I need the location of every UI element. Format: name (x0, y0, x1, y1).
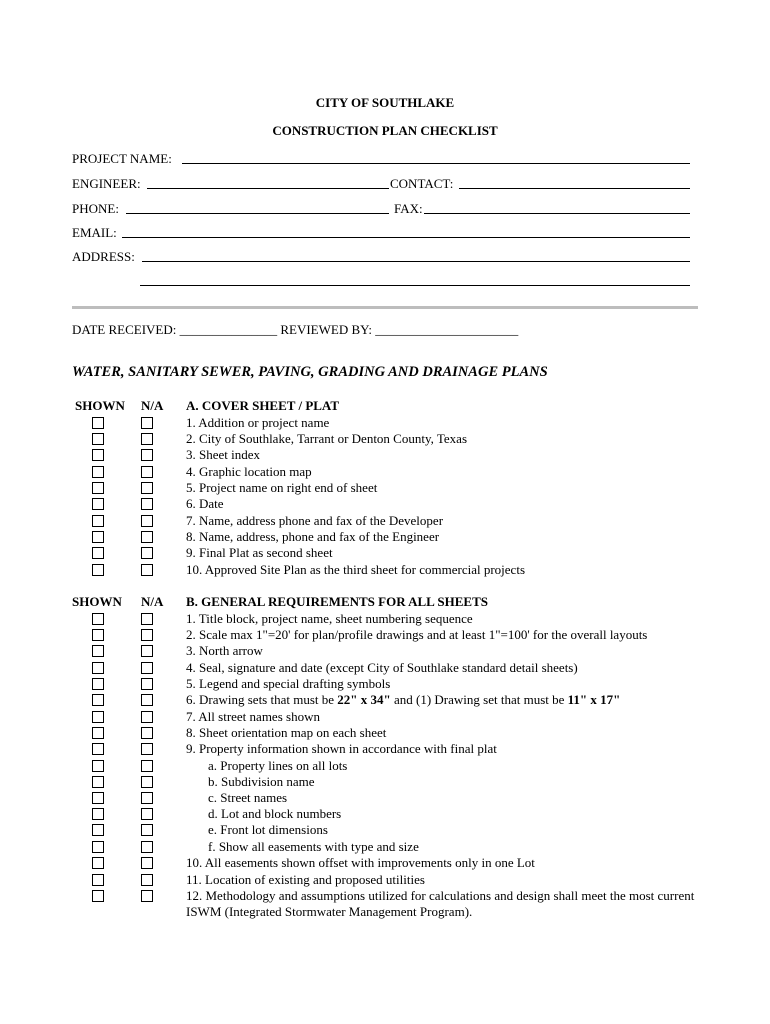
checklist-subitem-c: c. Street names (208, 790, 288, 805)
shown-checkbox[interactable] (92, 727, 104, 739)
phone-field[interactable] (126, 213, 389, 214)
shown-checkbox[interactable] (92, 841, 104, 853)
shown-checkbox[interactable] (92, 449, 104, 461)
checklist-item-a2: 2. City of Southlake, Tarrant or Denton County, Texas (186, 431, 468, 446)
na-checkbox[interactable] (141, 841, 153, 853)
fax-label: FAX: (394, 201, 423, 216)
checklist-item-a10: 10. Approved Site Plan as the third sheet for commercial projects (186, 562, 525, 577)
email-field[interactable] (122, 237, 690, 238)
checklist-item-b1: 1. Title block, project name, sheet numbering sequence (186, 611, 473, 626)
checklist-item-b6 (186, 692, 620, 708)
shown-checkbox[interactable] (92, 498, 104, 510)
shown-checkbox[interactable] (92, 613, 104, 625)
checklist-item-a1: 1. Addition or project name (186, 415, 330, 430)
project-name-field[interactable] (182, 163, 690, 164)
shown-column-header: SHOWN (75, 398, 125, 413)
checklist-item-a5: 5. Project name on right end of sheet (186, 480, 378, 495)
address-label: ADDRESS: (72, 249, 135, 264)
na-checkbox[interactable] (141, 564, 153, 576)
shown-checkbox[interactable] (92, 743, 104, 755)
checklist-item-a7: 7. Name, address phone and fax of the Developer (186, 513, 444, 528)
na-checkbox[interactable] (141, 824, 153, 836)
na-checkbox[interactable] (141, 547, 153, 559)
date-received-reviewed-by[interactable]: DATE RECEIVED: _______________ REVIEWED BY: ______________________ (72, 322, 519, 337)
checklist-item-b2: 2. Scale max 1"=20' for plan/profile drawings and at least 1"=100' for the overall layouts (186, 627, 648, 642)
item6-text-2: and (1) Drawing set that must be (390, 692, 568, 707)
na-checkbox[interactable] (141, 417, 153, 429)
item6-size-2: 11" x 17" (567, 692, 621, 707)
shown-checkbox[interactable] (92, 760, 104, 772)
checklist-subitem-d: d. Lot and block numbers (208, 806, 342, 821)
na-checkbox[interactable] (141, 613, 153, 625)
na-checkbox[interactable] (141, 874, 153, 886)
na-checkbox[interactable] (141, 776, 153, 788)
na-checkbox[interactable] (141, 466, 153, 478)
na-column-header: N/A (141, 594, 164, 609)
shown-checkbox[interactable] (92, 694, 104, 706)
shown-checkbox[interactable] (92, 645, 104, 657)
na-checkbox[interactable] (141, 482, 153, 494)
item6-text-1: 6. Drawing sets that must be (186, 692, 338, 707)
na-checkbox[interactable] (141, 711, 153, 723)
shown-checkbox[interactable] (92, 890, 104, 902)
checklist-item-b5: 5. Legend and special drafting symbols (186, 676, 391, 691)
checklist-item-a6: 6. Date (186, 496, 224, 511)
checklist-subitem-a: a. Property lines on all lots (208, 758, 348, 773)
shown-checkbox[interactable] (92, 547, 104, 559)
shown-column-header: SHOWN (72, 594, 122, 609)
na-checkbox[interactable] (141, 515, 153, 527)
checklist-subitem-e: e. Front lot dimensions (208, 822, 328, 837)
checklist-item-a8: 8. Name, address, phone and fax of the Engineer (186, 529, 440, 544)
checklist-item-b9: 9. Property information shown in accordance with final plat (186, 741, 497, 756)
checklist-item-b7: 7. All street names shown (186, 709, 320, 724)
shown-checkbox[interactable] (92, 662, 104, 674)
na-checkbox[interactable] (141, 678, 153, 690)
shown-checkbox[interactable] (92, 482, 104, 494)
na-column-header: N/A (141, 398, 164, 413)
na-checkbox[interactable] (141, 743, 153, 755)
section-title: WATER, SANITARY SEWER, PAVING, GRADING AND DRAINAGE PLANS (72, 364, 548, 380)
na-checkbox[interactable] (141, 662, 153, 674)
divider (72, 306, 698, 309)
checklist-item-b11: 11. Location of existing and proposed utilities (186, 872, 425, 887)
na-checkbox[interactable] (141, 433, 153, 445)
shown-checkbox[interactable] (92, 711, 104, 723)
na-checkbox[interactable] (141, 449, 153, 461)
address-field-line-2[interactable] (140, 285, 690, 286)
shown-checkbox[interactable] (92, 776, 104, 788)
shown-checkbox[interactable] (92, 678, 104, 690)
checklist-subitem-f: f. Show all easements with type and size (208, 839, 419, 854)
shown-checkbox[interactable] (92, 417, 104, 429)
na-checkbox[interactable] (141, 531, 153, 543)
city-title: CITY OF SOUTHLAKE (315, 95, 455, 110)
na-checkbox[interactable] (141, 890, 153, 902)
shown-checkbox[interactable] (92, 564, 104, 576)
shown-checkbox[interactable] (92, 515, 104, 527)
shown-checkbox[interactable] (92, 824, 104, 836)
engineer-label: ENGINEER: (72, 176, 141, 191)
contact-field[interactable] (459, 188, 690, 189)
checklist-item-a9: 9. Final Plat as second sheet (186, 545, 333, 560)
shown-checkbox[interactable] (92, 857, 104, 869)
checklist-subitem-b: b. Subdivision name (208, 774, 315, 789)
shown-checkbox[interactable] (92, 874, 104, 886)
na-checkbox[interactable] (141, 792, 153, 804)
fax-field[interactable] (424, 213, 690, 214)
na-checkbox[interactable] (141, 694, 153, 706)
contact-label: CONTACT: (390, 176, 454, 191)
shown-checkbox[interactable] (92, 466, 104, 478)
checklist-item-a4: 4. Graphic location map (186, 464, 312, 479)
address-field-line-1[interactable] (142, 261, 690, 262)
shown-checkbox[interactable] (92, 531, 104, 543)
shown-checkbox[interactable] (92, 433, 104, 445)
checklist-item-b3: 3. North arrow (186, 643, 263, 658)
checklist-item-b10: 10. All easements shown offset with improvements only in one Lot (186, 855, 535, 870)
na-checkbox[interactable] (141, 645, 153, 657)
section-b-heading: B. GENERAL REQUIREMENTS FOR ALL SHEETS (186, 594, 488, 609)
section-a-heading: A. COVER SHEET / PLAT (186, 398, 340, 413)
na-checkbox[interactable] (141, 808, 153, 820)
shown-checkbox[interactable] (92, 629, 104, 641)
na-checkbox[interactable] (141, 498, 153, 510)
shown-checkbox[interactable] (92, 808, 104, 820)
checklist-item-b4: 4. Seal, signature and date (except City of Southlake standard detail sheets) (186, 660, 578, 675)
na-checkbox[interactable] (141, 857, 153, 869)
na-checkbox[interactable] (141, 629, 153, 641)
document-title: CONSTRUCTION PLAN CHECKLIST (272, 123, 498, 138)
na-checkbox[interactable] (141, 727, 153, 739)
checklist-item-a3: 3. Sheet index (186, 447, 261, 462)
engineer-field[interactable] (147, 188, 389, 189)
email-label: EMAIL: (72, 225, 117, 240)
project-name-label: PROJECT NAME: (72, 151, 172, 166)
na-checkbox[interactable] (141, 760, 153, 772)
checklist-item-b12: 12. Methodology and assumptions utilized for calculations and design shall meet the most current ISWM (Integrated Stormwater Management Program). (186, 888, 695, 920)
shown-checkbox[interactable] (92, 792, 104, 804)
checklist-item-b8: 8. Sheet orientation map on each sheet (186, 725, 387, 740)
item6-size-1: 22" x 34" (337, 692, 391, 707)
phone-label: PHONE: (72, 201, 119, 216)
